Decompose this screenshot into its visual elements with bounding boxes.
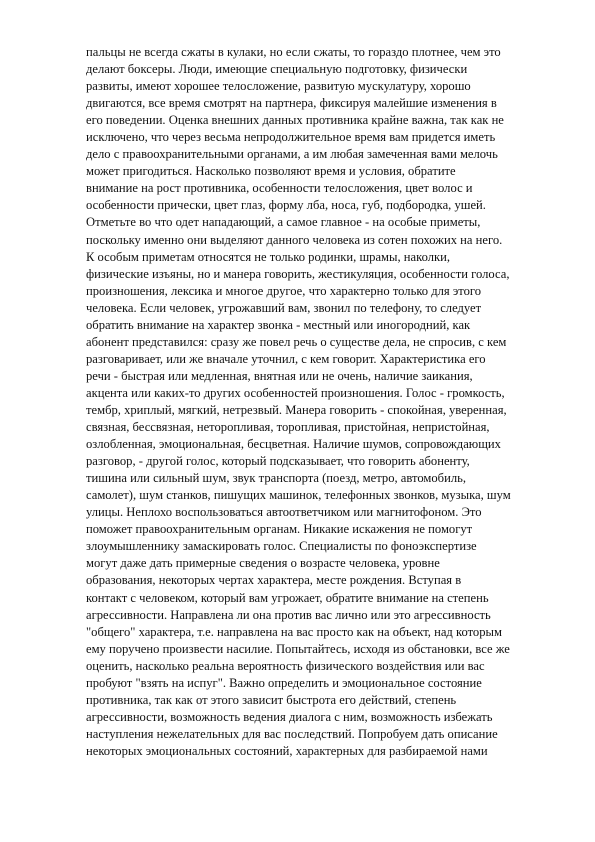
text-line: агрессивности, возможность ведения диалога с ним, возможность избежать xyxy=(86,709,493,724)
text-line: разговор, - другой голос, который подсказывает, что говорить абоненту, xyxy=(86,454,470,469)
text-line: развиты, имеют хорошее телосложение, развитую мускулатуру, хорошо xyxy=(86,79,471,94)
text-line: пробуют "взять на испуг". Важно определить и эмоциональное состояние xyxy=(86,675,482,690)
text-line: произношения, лексика и многое другое, что характерно только для этого xyxy=(86,283,482,298)
text-line: могут даже дать примерные сведения о возрасте человека, уровне xyxy=(86,556,440,571)
text-line: агрессивности. Направлена ли она против вас лично или это агрессивность xyxy=(86,607,491,622)
text-line: тембр, хриплый, мягкий, нетрезвый. Манера говорить - спокойная, уверенная, xyxy=(86,402,507,417)
text-line: оценить, насколько реальна вероятность физического воздействия или вас xyxy=(86,658,485,673)
text-line: самолет), шум станков, пишущих машинок, телефонных звонков, музыка, шум xyxy=(86,488,511,503)
text-line: дело с правоохранительными органами, а им любая замеченная вами мелочь xyxy=(86,147,498,162)
text-line: озлобленная, эмоциональная, бесцветная. Наличие шумов, сопровождающих xyxy=(86,437,501,452)
text-line: внимание на рост противника, особенности телосложения, цвет волос и xyxy=(86,181,473,196)
text-line: речи - быстрая или медленная, внятная или не очень, наличие заикания, xyxy=(86,368,473,383)
text-line: "общего" характера, т.е. направлена на вас просто как на объект, над которым xyxy=(86,624,502,639)
text-line: некоторых эмоциональных состояний, характерных для разбираемой нами xyxy=(86,743,488,758)
text-line: ему поручено произвести насилие. Попытайтесь, исходя из обстановки, все же xyxy=(86,641,510,656)
text-line: злоумышленнику замаскировать голос. Специалисты по фоноэкспертизе xyxy=(86,539,477,554)
body-text xyxy=(86,44,556,760)
text-line: акцента или каких-то других особенностей произношения. Голос - громкость, xyxy=(86,385,505,400)
text-line: К особым приметам относятся не только родинки, шрамы, наколки, xyxy=(86,249,451,264)
text-line: особенности прически, цвет глаз, форму лба, носа, губ, подбородка, ушей. xyxy=(86,198,486,213)
text-line: улицы. Неплохо воспользоваться автоответчиком или магнитофоном. Это xyxy=(86,505,482,520)
text-line: контакт с человеком, который вам угрожает, обратите внимание на степень xyxy=(86,590,489,605)
text-line: его поведении. Оценка внешних данных противника крайне важна, так как не xyxy=(86,113,504,128)
text-line: разговаривает, или же вначале уточнил, с кем говорит. Характеристика его xyxy=(86,351,486,366)
text-line: противника, так как от этого зависит быстрота его действий, степень xyxy=(86,692,457,707)
text-line: связная, бессвязная, неторопливая, торопливая, пристойная, непристойная, xyxy=(86,420,490,435)
text-line: обратить внимание на характер звонка - местный или иногородний, как xyxy=(86,317,471,332)
text-line: делают боксеры. Люди, имеющие специальную подготовку, физически xyxy=(86,62,468,77)
text-line: может пригодиться. Насколько позволяют время и условия, обратите xyxy=(86,164,456,179)
text-line: поможет правоохранительным органам. Никакие искажения не помогут xyxy=(86,522,473,537)
text-line: двигаются, все время смотрят на партнера, фиксируя малейшие изменения в xyxy=(86,96,497,111)
text-line: образования, некоторых чертах характера, месте рождения. Вступая в xyxy=(86,573,462,588)
text-line: абонент представился: сразу же повел речь о существе дела, не спросив, с кем xyxy=(86,334,507,349)
text-line: Отметьте во что одет нападающий, а самое главное - на особые приметы, xyxy=(86,215,481,230)
text-line: пальцы не всегда сжаты в кулаки, но если сжаты, то гораздо плотнее, чем это xyxy=(86,45,501,59)
text-line: человека. Если человек, угрожавший вам, звонил по телефону, то следует xyxy=(86,300,482,315)
text-line: физические изъяны, но и манера говорить, жестикуляция, особенности голоса, xyxy=(86,266,510,281)
text-line: тишина или сильный шум, звук транспорта (поезд, метро, автомобиль, xyxy=(86,471,466,486)
text-line: исключено, что через весьма непродолжительное время вам придется иметь xyxy=(86,130,496,145)
text-line: наступления нежелательных для вас последствий. Попробуем дать описание xyxy=(86,726,498,741)
text-line: поскольку именно они выделяют данного человека из сотен похожих на него. xyxy=(86,232,503,247)
